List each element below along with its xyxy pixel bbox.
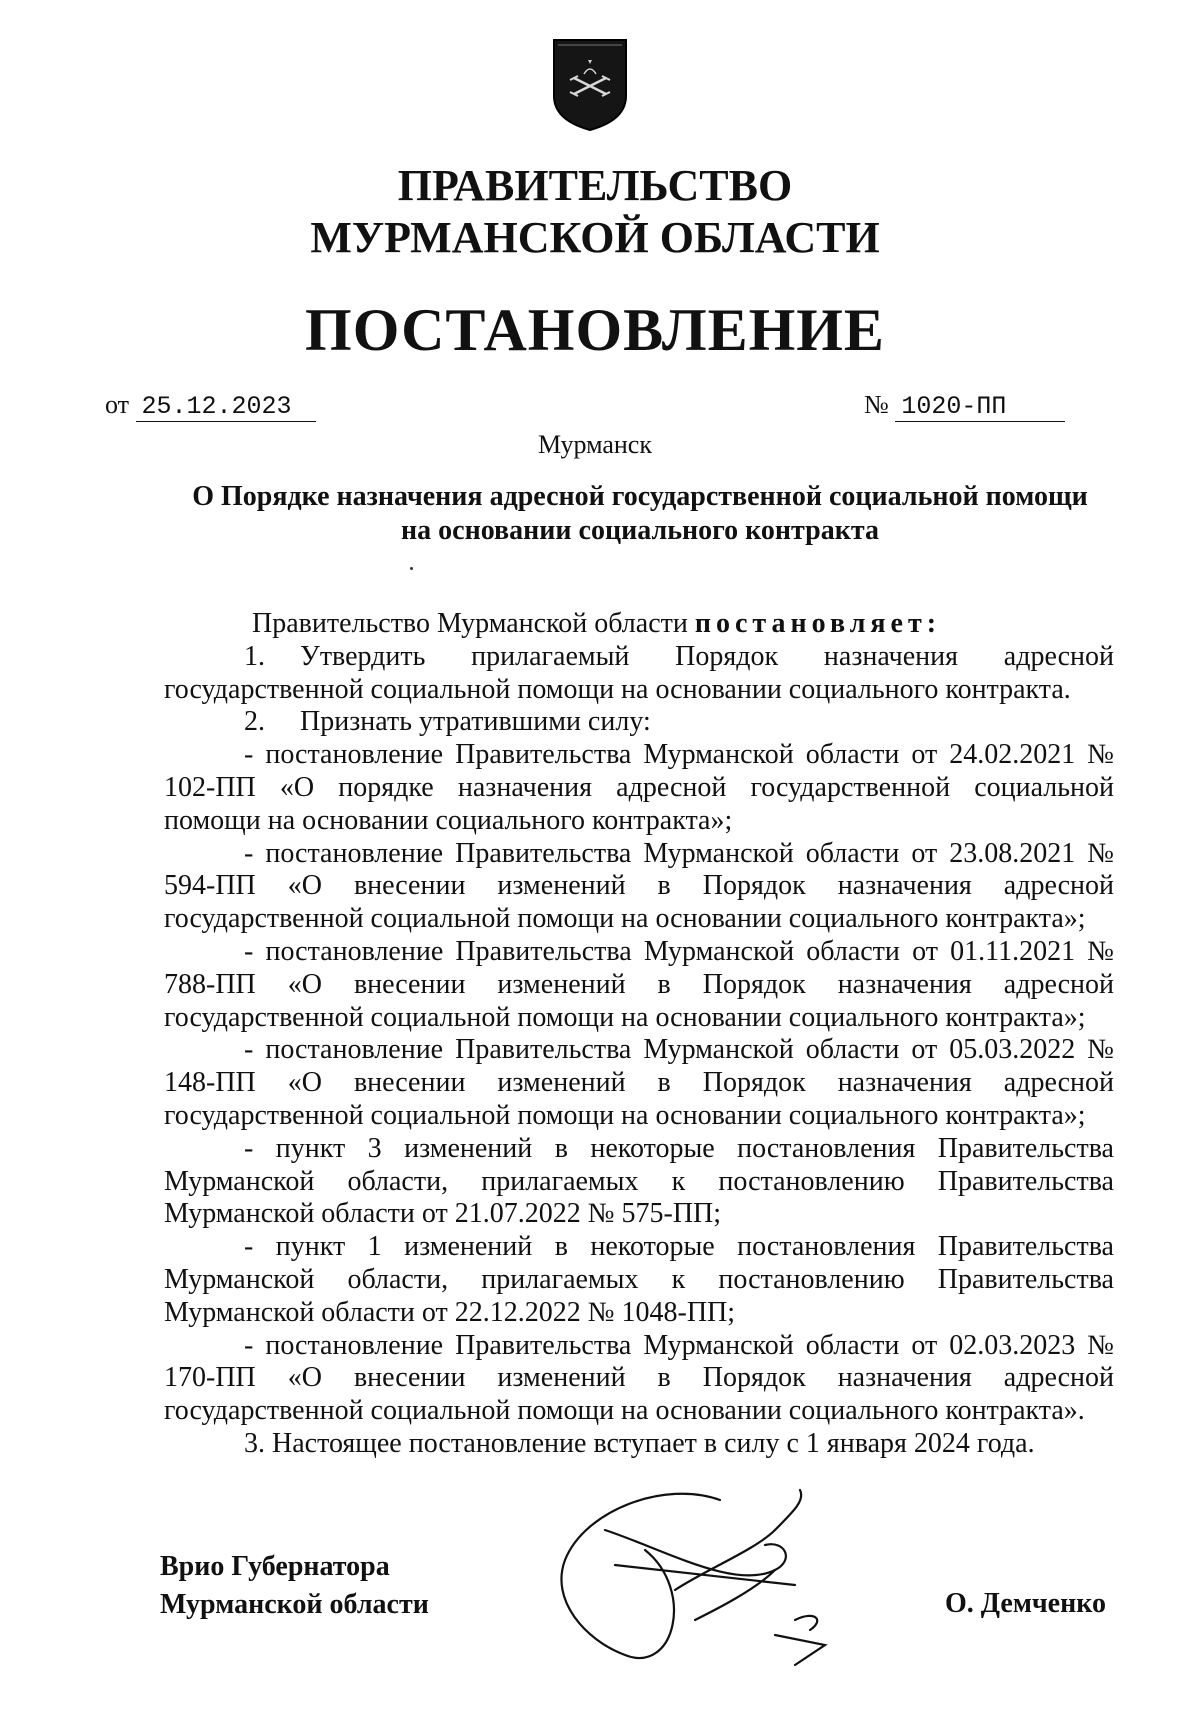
document-subject: [160, 480, 1120, 548]
repealed-item: - постановление Правительства Мурманской области от 05.03.2022 № 148-ПП «О внесении изменений в Порядок назначения адресной государственной социальной помощи на основании социального контракта»;: [164, 1034, 1114, 1131]
document-body: [164, 608, 1114, 1461]
number-prefix: №: [864, 390, 889, 419]
document-date: 25.12.2023: [136, 392, 316, 422]
org-line-2: МУРМАНСКОЙ ОБЛАСТИ: [310, 213, 880, 262]
date-line: [105, 390, 316, 422]
item-1-number: 1.: [244, 640, 265, 672]
repealed-item: - постановление Правительства Мурманской области от 01.11.2021 № 788-ПП «О внесении изменений в Порядок назначения адресной государственной социальной помощи на основании социального контракта»;: [164, 935, 1114, 1033]
subject-line-1: О Порядке назначения адресной государственной социальной помощи: [192, 481, 1088, 512]
repealed-item: - пункт 3 изменений в некоторые постановления Правительства Мурманской области, прилагаемых к постановлению Правительства Мурманской области от 21.07.2022 № 575-ПП;: [164, 1132, 1114, 1230]
date-prefix: от: [105, 390, 130, 419]
subject-line-2: на основании социального контракта: [401, 515, 879, 546]
item-3: 3. Настоящее постановление вступает в силу с 1 января 2024 года.: [244, 1427, 1035, 1459]
number-line: [864, 390, 1065, 422]
document-type: ПОСТАНОВЛЕНИЕ: [305, 297, 885, 363]
intro-text: Правительство Мурманской области: [252, 608, 688, 639]
item-2-text: Признать утратившими силу:: [300, 706, 651, 738]
repealed-item: - постановление Правительства Мурманской области от 23.08.2021 № 594-ПП «О внесении изменений в Порядок назначения адресной государственной социальной помощи на основании социального контракта»;: [164, 837, 1114, 935]
repealed-item: - постановление Правительства Мурманской области от 02.03.2023 № 170-ПП «О внесении изменений в Порядок назначения адресной государственной социальной помощи на основании социального контракта».: [164, 1329, 1114, 1427]
handwritten-signature: [545, 1470, 875, 1690]
item-2-number: 2.: [244, 706, 265, 738]
item-1-text: Утвердить прилагаемый Порядок назначения адресной государственной социальной помощи на основании социального контракта.: [164, 640, 1114, 705]
repealed-item: - постановление Правительства Мурманской области от 24.02.2021 № 102-ПП «О порядке назначения адресной государственной социальной помощи на основании социального контракта»;: [164, 739, 1114, 836]
intro-action: постановляет:: [694, 608, 942, 639]
city: Мурманск: [538, 430, 652, 459]
signatory-position: [160, 1548, 429, 1624]
item-2: [164, 706, 1114, 739]
repealed-item: - пункт 1 изменений в некоторые постановления Правительства Мурманской области, прилагаемых к постановлению Правительства Мурманской области от 22.12.2022 № 1048-ПП;: [164, 1231, 1114, 1328]
item-1: [164, 641, 1114, 707]
coat-of-arms-icon: [548, 34, 632, 134]
intro-paragraph: [164, 608, 1114, 641]
scan-speck: [410, 567, 413, 570]
organization-name: [0, 160, 1190, 264]
document-number: 1020-ПП: [895, 392, 1065, 422]
signatory-name: О. Демченко: [945, 1588, 1106, 1619]
org-line-1: ПРАВИТЕЛЬСТВО: [397, 161, 793, 210]
signatory-position-line-1: Врио Губернатора: [160, 1551, 390, 1582]
signatory-position-line-2: Мурманской области: [160, 1589, 429, 1620]
